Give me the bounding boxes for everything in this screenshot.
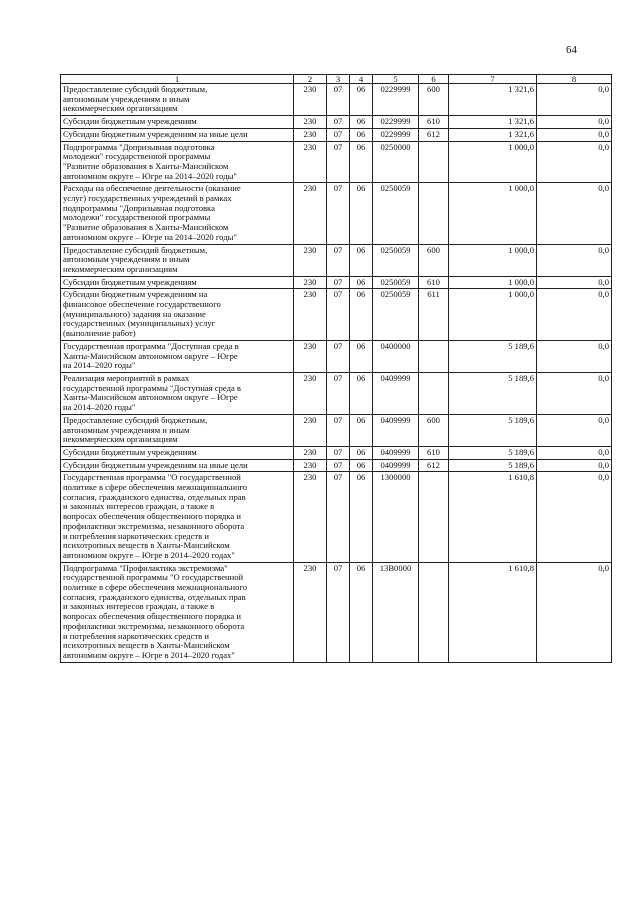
amount-cell: 1 610,8 xyxy=(449,562,537,662)
section-code-cell: 07 xyxy=(327,141,350,183)
subsection-code-cell: 06 xyxy=(350,84,373,116)
table-row xyxy=(61,183,612,244)
section-code-cell: 07 xyxy=(327,183,350,244)
expense-type-cell: 610 xyxy=(419,446,449,459)
section-code-cell: 07 xyxy=(327,459,350,472)
table-row xyxy=(61,84,612,116)
expense-type-cell: 600 xyxy=(419,84,449,116)
target-article-cell: 0250059 xyxy=(373,276,419,289)
amount-cell: 5 189,6 xyxy=(449,459,537,472)
amount-cell: 1 321,6 xyxy=(449,84,537,116)
amount-cell: 1 321,6 xyxy=(449,116,537,129)
table-row xyxy=(61,446,612,459)
amount-change-cell: 0,0 xyxy=(537,562,612,662)
section-code-cell: 07 xyxy=(327,446,350,459)
amount-change-cell: 0,0 xyxy=(537,372,612,414)
row-name-cell: Субсидии бюджетным учреждениям на иные цели xyxy=(61,128,294,141)
expense-type-cell xyxy=(419,183,449,244)
budget-table xyxy=(60,74,612,663)
subsection-code-cell: 06 xyxy=(350,459,373,472)
row-name-cell: Предоставление субсидий бюджетным, автономным учреждениям и иным некоммерческим организациям xyxy=(61,84,294,116)
subsection-code-cell: 06 xyxy=(350,276,373,289)
section-code-cell: 07 xyxy=(327,244,350,276)
row-name-cell: Субсидии бюджетным учреждениям на иные цели xyxy=(61,459,294,472)
expense-type-cell: 600 xyxy=(419,414,449,446)
section-code-cell: 07 xyxy=(327,289,350,341)
expense-type-cell xyxy=(419,340,449,372)
expense-type-cell: 612 xyxy=(419,128,449,141)
expense-type-cell xyxy=(419,562,449,662)
table-row xyxy=(61,289,612,341)
ministry-code-cell: 230 xyxy=(294,459,327,472)
amount-change-cell: 0,0 xyxy=(537,183,612,244)
ministry-code-cell: 230 xyxy=(294,183,327,244)
subsection-code-cell: 06 xyxy=(350,472,373,562)
amount-cell: 1 000,0 xyxy=(449,244,537,276)
row-name-cell: Реализация мероприятий в рамках государственной программы "Доступная среда в Ханты-Мансийском автономном округе – Югре на 2014–2020 годы" xyxy=(61,372,294,414)
target-article-cell: 0409999 xyxy=(373,414,419,446)
column-header: 7 xyxy=(449,75,537,84)
target-article-cell: 13В0000 xyxy=(373,562,419,662)
amount-change-cell: 0,0 xyxy=(537,276,612,289)
section-code-cell: 07 xyxy=(327,562,350,662)
table-row xyxy=(61,276,612,289)
target-article-cell: 0250059 xyxy=(373,244,419,276)
table-row xyxy=(61,116,612,129)
column-header: 5 xyxy=(373,75,419,84)
target-article-cell: 0250059 xyxy=(373,183,419,244)
amount-change-cell: 0,0 xyxy=(537,244,612,276)
target-article-cell: 0409999 xyxy=(373,372,419,414)
expense-type-cell: 610 xyxy=(419,116,449,129)
subsection-code-cell: 06 xyxy=(350,116,373,129)
table-row xyxy=(61,459,612,472)
target-article-cell: 0229999 xyxy=(373,84,419,116)
ministry-code-cell: 230 xyxy=(294,372,327,414)
section-code-cell: 07 xyxy=(327,84,350,116)
row-name-cell: Предоставление субсидий бюджетным, автономным учреждениям и иным некоммерческим организациям xyxy=(61,244,294,276)
row-name-cell: Субсидии бюджетным учреждениям xyxy=(61,276,294,289)
ministry-code-cell: 230 xyxy=(294,446,327,459)
ministry-code-cell: 230 xyxy=(294,116,327,129)
expense-type-cell: 610 xyxy=(419,276,449,289)
table-row xyxy=(61,244,612,276)
ministry-code-cell: 230 xyxy=(294,276,327,289)
table-row xyxy=(61,340,612,372)
row-name-cell: Предоставление субсидий бюджетным, автономным учреждениям и иным некоммерческим организациям xyxy=(61,414,294,446)
table-row xyxy=(61,414,612,446)
amount-change-cell: 0,0 xyxy=(537,116,612,129)
subsection-code-cell: 06 xyxy=(350,340,373,372)
ministry-code-cell: 230 xyxy=(294,84,327,116)
amount-cell: 1 000,0 xyxy=(449,276,537,289)
section-code-cell: 07 xyxy=(327,116,350,129)
ministry-code-cell: 230 xyxy=(294,562,327,662)
amount-change-cell: 0,0 xyxy=(537,289,612,341)
expense-type-cell: 612 xyxy=(419,459,449,472)
section-code-cell: 07 xyxy=(327,472,350,562)
amount-change-cell: 0,0 xyxy=(537,84,612,116)
amount-cell: 1 610,8 xyxy=(449,472,537,562)
amount-change-cell: 0,0 xyxy=(537,459,612,472)
expense-type-cell xyxy=(419,372,449,414)
table-row xyxy=(61,472,612,562)
column-header: 8 xyxy=(537,75,612,84)
expense-type-cell: 611 xyxy=(419,289,449,341)
row-name-cell: Государственная программа "Доступная среда в Ханты-Мансийском автономном округе – Югре на 2014–2020 годы" xyxy=(61,340,294,372)
table-body xyxy=(61,84,612,663)
section-code-cell: 07 xyxy=(327,340,350,372)
expense-type-cell xyxy=(419,472,449,562)
row-name-cell: Субсидии бюджетным учреждениям xyxy=(61,446,294,459)
target-article-cell: 0409999 xyxy=(373,446,419,459)
target-article-cell: 0250000 xyxy=(373,141,419,183)
amount-cell: 1 000,0 xyxy=(449,183,537,244)
table-row xyxy=(61,128,612,141)
row-name-cell: Субсидии бюджетным учреждениям xyxy=(61,116,294,129)
amount-cell: 1 321,6 xyxy=(449,128,537,141)
subsection-code-cell: 06 xyxy=(350,414,373,446)
target-article-cell: 0250059 xyxy=(373,289,419,341)
amount-change-cell: 0,0 xyxy=(537,446,612,459)
amount-change-cell: 0,0 xyxy=(537,340,612,372)
amount-cell: 5 189,6 xyxy=(449,372,537,414)
subsection-code-cell: 06 xyxy=(350,562,373,662)
row-name-cell: Расходы на обеспечение деятельности (оказание услуг) государственных учреждений в рамках подпрограммы "Допризывная подготовка молодежи" государственной программы "Развитие образования в Ханты-Мансийском автономном округе – Югре на 2014–2020 годы" xyxy=(61,183,294,244)
column-header: 2 xyxy=(294,75,327,84)
amount-change-cell: 0,0 xyxy=(537,141,612,183)
target-article-cell: 0409999 xyxy=(373,459,419,472)
row-name-cell: Субсидии бюджетным учреждениям на финансовое обеспечение государственного (муниципального) задания на оказание государственных (муниципальных) услуг (выполнение работ) xyxy=(61,289,294,341)
column-header: 1 xyxy=(61,75,294,84)
row-name-cell: Подпрограмма "Профилактика экстремизма" государственной программы "О государственной политике в сфере обеспечения межнационального согласия, гражданского единства, отдельных прав и законных интересов граждан, а также в вопросах обеспечения общественного порядка и профилактики экстремизма, незаконного оборота и потребления наркотических средств и психотропных веществ в Ханты-Мансийском автономном округе – Югре в 2014–2020 годах" xyxy=(61,562,294,662)
ministry-code-cell: 230 xyxy=(294,244,327,276)
table-row xyxy=(61,562,612,662)
table-row xyxy=(61,372,612,414)
subsection-code-cell: 06 xyxy=(350,141,373,183)
amount-cell: 1 000,0 xyxy=(449,141,537,183)
column-header: 4 xyxy=(350,75,373,84)
amount-cell: 5 189,6 xyxy=(449,446,537,459)
row-name-cell: Государственная программа "О государственной политике в сфере обеспечения межнационального согласия, гражданского единства, отдельных прав и законных интересов граждан, а также в вопросах обеспечения общественного порядка и профилактики экстремизма, незаконного оборота и потребления наркотических средств и психотропных веществ в Ханты-Мансийском автономном округе – Югре в 2014–2020 годах" xyxy=(61,472,294,562)
amount-cell: 5 189,6 xyxy=(449,414,537,446)
ministry-code-cell: 230 xyxy=(294,141,327,183)
section-code-cell: 07 xyxy=(327,372,350,414)
subsection-code-cell: 06 xyxy=(350,446,373,459)
amount-change-cell: 0,0 xyxy=(537,472,612,562)
target-article-cell: 1300000 xyxy=(373,472,419,562)
subsection-code-cell: 06 xyxy=(350,128,373,141)
subsection-code-cell: 06 xyxy=(350,289,373,341)
section-code-cell: 07 xyxy=(327,128,350,141)
target-article-cell: 0229999 xyxy=(373,128,419,141)
expense-type-cell xyxy=(419,141,449,183)
ministry-code-cell: 230 xyxy=(294,472,327,562)
ministry-code-cell: 230 xyxy=(294,414,327,446)
subsection-code-cell: 06 xyxy=(350,372,373,414)
section-code-cell: 07 xyxy=(327,276,350,289)
column-header: 3 xyxy=(327,75,350,84)
amount-change-cell: 0,0 xyxy=(537,414,612,446)
ministry-code-cell: 230 xyxy=(294,128,327,141)
header-row xyxy=(61,75,612,84)
target-article-cell: 0229999 xyxy=(373,116,419,129)
amount-cell: 1 000,0 xyxy=(449,289,537,341)
row-name-cell: Подпрограмма "Допризывная подготовка молодежи" государственной программы "Развитие образования в Ханты-Мансийском автономном округе – Югре на 2014–2020 годы" xyxy=(61,141,294,183)
expense-type-cell: 600 xyxy=(419,244,449,276)
ministry-code-cell: 230 xyxy=(294,340,327,372)
ministry-code-cell: 230 xyxy=(294,289,327,341)
column-header: 6 xyxy=(419,75,449,84)
amount-cell: 5 189,6 xyxy=(449,340,537,372)
target-article-cell: 0400000 xyxy=(373,340,419,372)
amount-change-cell: 0,0 xyxy=(537,128,612,141)
subsection-code-cell: 06 xyxy=(350,183,373,244)
table-row xyxy=(61,141,612,183)
section-code-cell: 07 xyxy=(327,414,350,446)
subsection-code-cell: 06 xyxy=(350,244,373,276)
page-number: 64 xyxy=(566,44,577,56)
